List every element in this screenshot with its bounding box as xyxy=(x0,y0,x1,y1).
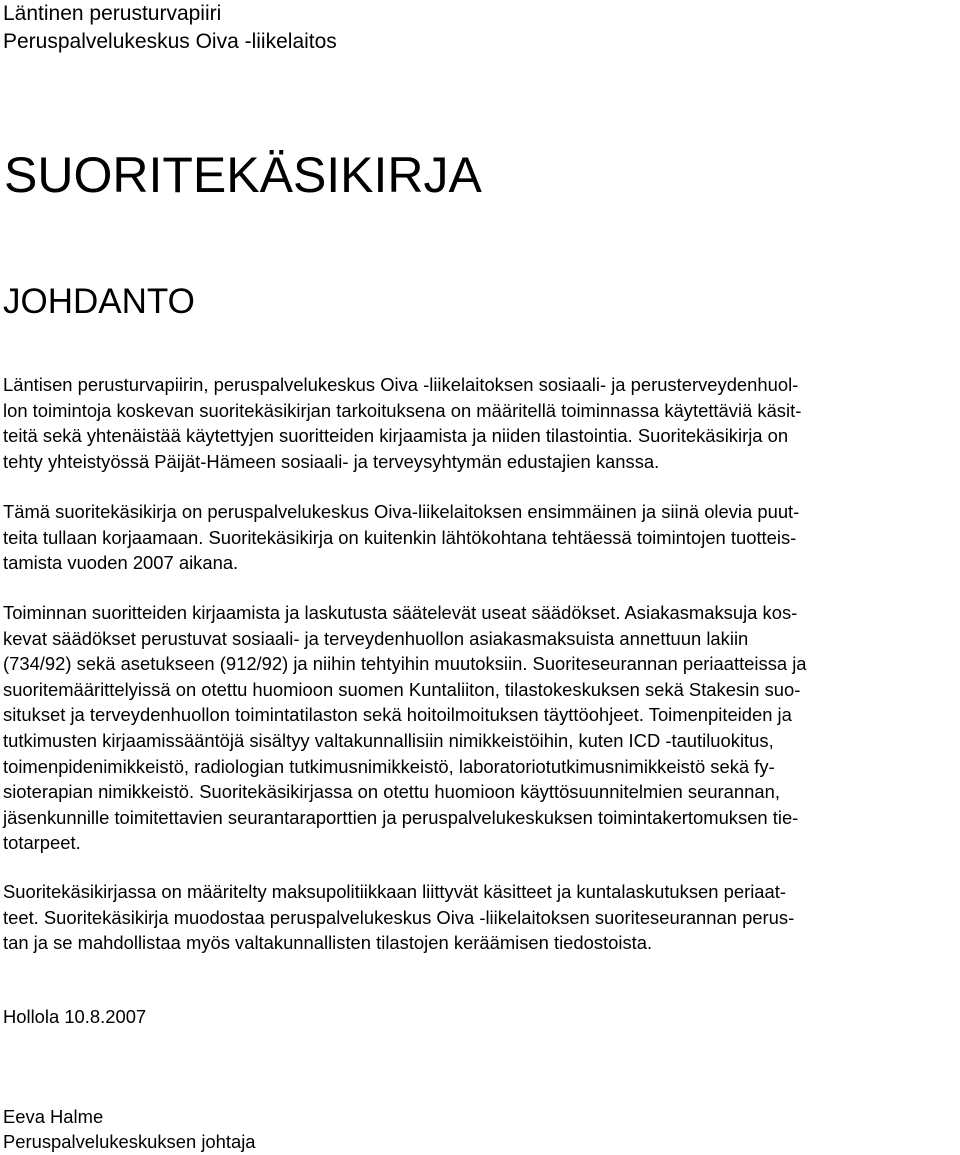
text-line: tutkimusten kirjaamissääntöjä sisältyy valtakunnallisiin nimikkeistöihin, kuten ICD -tautiluokitus, xyxy=(3,729,774,751)
section-heading: JOHDANTO xyxy=(3,282,195,321)
text-line: teita tullaan korjaamaan. Suoritekäsikirja on kuitenkin lähtökohtana tehtäessä toimintojen tuotteis- xyxy=(3,526,797,548)
text-line: totarpeet. xyxy=(3,832,81,854)
text-line: tehty yhteistyössä Päijät-Hämeen sosiaali- ja terveysyhtymän edustajien kanssa. xyxy=(3,450,660,472)
text-line: jäsenkunnille toimitettavien seurantaraporttien ja peruspalvelukeskuksen toimintakertomuksen tie- xyxy=(3,806,799,828)
text-line: kevat säädökset perustuvat sosiaali- ja terveydenhuollon asiakasmaksuista annettuun lakiin xyxy=(3,627,749,649)
text-line: teet. Suoritekäsikirja muodostaa peruspalvelukeskus Oiva -liikelaitoksen suoriteseurannan perus- xyxy=(3,906,795,928)
text-line: situkset ja terveydenhuollon toimintatilaston sekä hoitoilmoituksen täyttöohjeet. Toimenpiteiden ja xyxy=(3,704,792,726)
organization-name: Läntinen perusturvapiiri xyxy=(3,2,222,25)
place-and-date: Hollola 10.8.2007 xyxy=(3,1006,147,1027)
text-line: Tämä suoritekäsikirja on peruspalvelukeskus Oiva-liikelaitoksen ensimmäinen ja siinä olevia puut- xyxy=(3,501,800,522)
signature-block xyxy=(3,1104,256,1154)
text-line: (734/92) sekä asetukseen (912/92) ja niihin tehtyihin muutoksiin. Suoriteseurannan periaatteissa ja xyxy=(3,653,807,675)
signer-title: Peruspalvelukeskuksen johtaja xyxy=(3,1131,256,1152)
signer-name: Eeva Halme xyxy=(3,1106,104,1127)
paragraph-3 xyxy=(3,600,959,856)
text-line: Toiminnan suoritteiden kirjaamista ja laskutusta säätelevät useat säädökset. Asiakasmaksuja kos- xyxy=(3,602,798,623)
text-line: tamista vuoden 2007 aikana. xyxy=(3,552,239,574)
paragraph-2 xyxy=(3,499,959,576)
text-line: toimenpidenimikkeistö, radiologian tutkimusnimikkeistö, laboratoriotutkimusnimikkeistö sekä fy- xyxy=(3,755,775,777)
text-line: Suoritekäsikirjassa on määritelty maksupolitiikkaan liittyvät käsitteet ja kuntalaskutuksen periaat- xyxy=(3,881,786,902)
paragraph-4 xyxy=(3,879,959,956)
document-title: SUORITEKÄSIKIRJA xyxy=(4,147,482,203)
organization-header xyxy=(3,0,337,56)
text-line: tan ja se mahdollistaa myös valtakunnallisten tilastojen keräämisen tiedostoista. xyxy=(3,932,653,954)
text-line: sioterapian nimikkeistö. Suoritekäsikirjassa on otettu huomioon käyttösuunnitelmien seurannan, xyxy=(3,781,780,803)
text-line: lon toimintoja koskevan suoritekäsikirjan tarkoituksena on määritellä toiminnassa käytettäviä käsit- xyxy=(3,399,802,421)
text-line: teitä sekä yhtenäistää käytettyjen suoritteiden kirjaamista ja niiden tilastointia. Suoritekäsikirja on xyxy=(3,425,789,447)
text-line: suoritemäärittelyissä on otettu huomioon suomen Kuntaliiton, tilastokeskuksen sekä Stakesin suo- xyxy=(3,678,801,700)
unit-name: Peruspalvelukeskus Oiva -liikelaitos xyxy=(3,30,337,53)
paragraph-1 xyxy=(3,372,959,474)
text-line: Läntisen perusturvapiirin, peruspalvelukeskus Oiva -liikelaitoksen sosiaali- ja perusterveydenhuol- xyxy=(3,374,799,395)
